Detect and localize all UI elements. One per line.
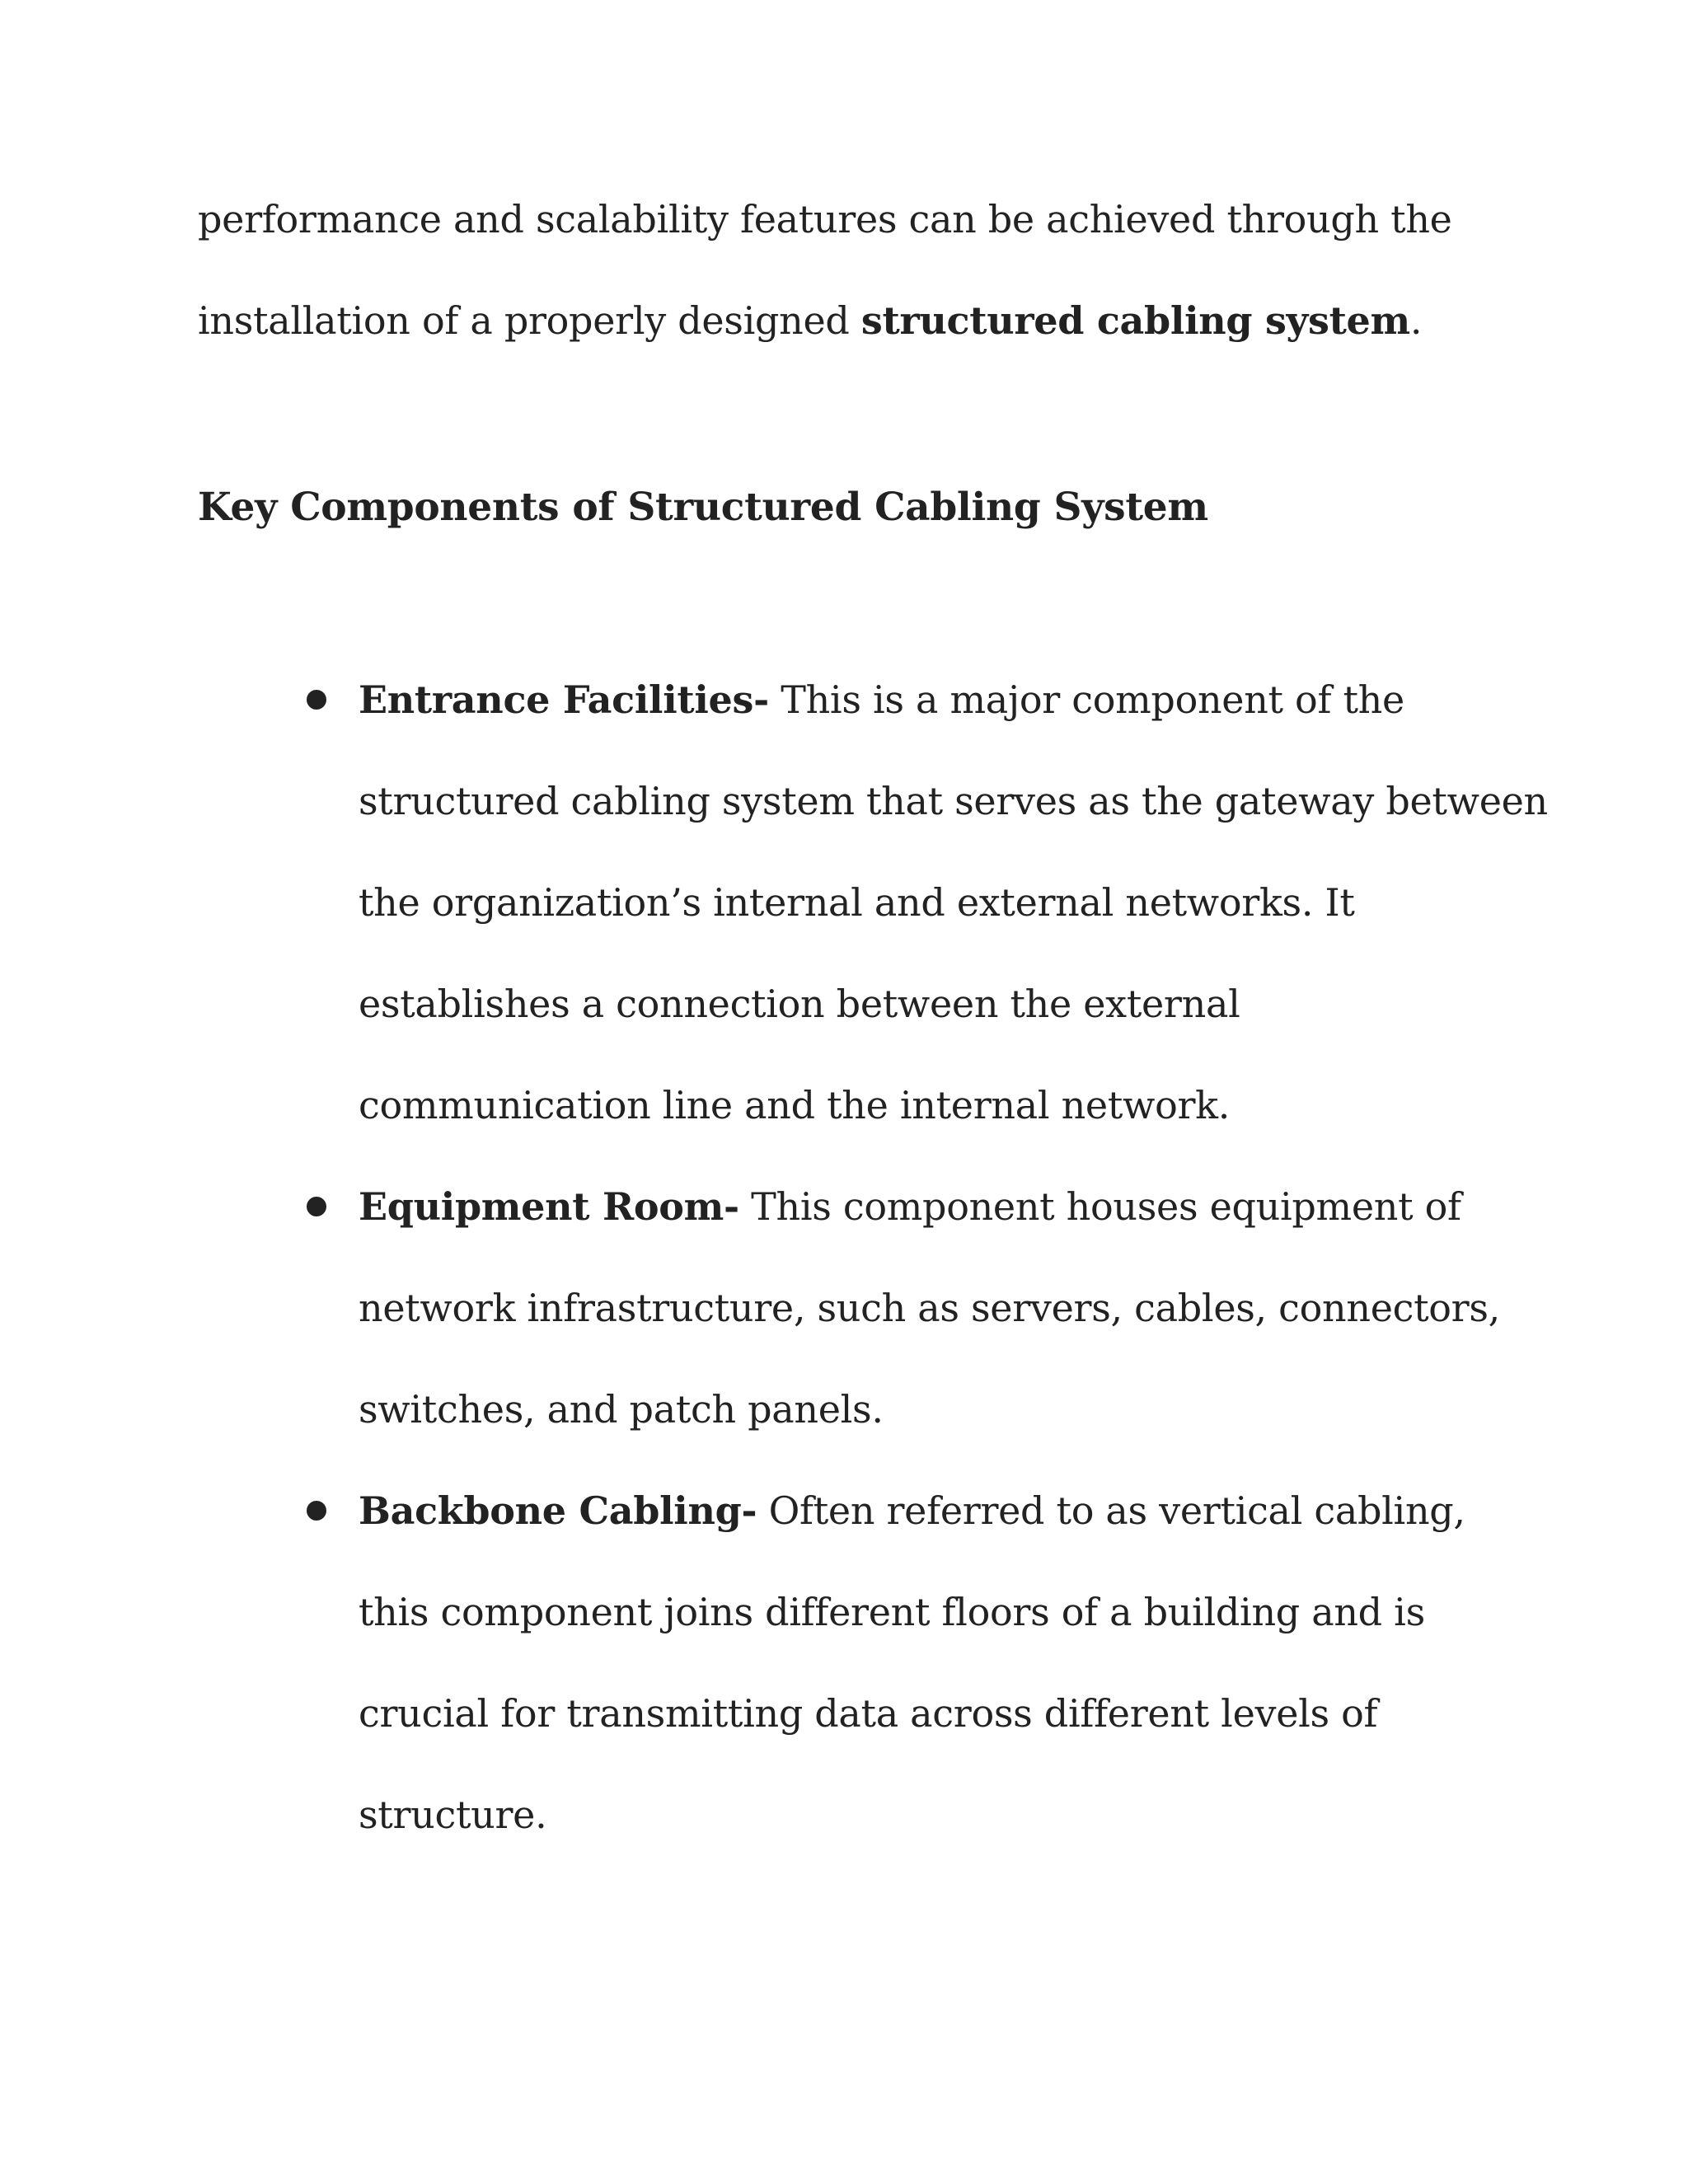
list-item-title: Equipment Room-: [359, 1184, 739, 1229]
list-item-title: Backbone Cabling-: [359, 1488, 757, 1533]
list-item-line: structure.: [359, 1793, 547, 1837]
intro-line-1: [198, 194, 1452, 245]
list-item-line: structured cabling system that serves as the gateway between: [359, 779, 1548, 823]
intro-period: .: [1409, 298, 1423, 343]
intro-emphasis: structured cabling system: [860, 298, 1410, 343]
list-item-text: Often referred to as vertical cabling,: [757, 1488, 1465, 1533]
list-item-line: establishes a connection between the external: [359, 982, 1240, 1026]
list-item-title: Entrance Facilities-: [359, 677, 769, 722]
list-item-line: crucial for transmitting data across different levels of: [359, 1691, 1378, 1736]
list-item-line: [359, 674, 1404, 725]
list-item-line: network infrastructure, such as servers, cables, connectors,: [359, 1286, 1500, 1330]
bullet-icon: [307, 1197, 326, 1216]
intro-line-2: [198, 295, 1422, 346]
section-heading: Key Components of Structured Cabling System: [198, 485, 1208, 530]
list-item-line: the organization’s internal and external networks. It: [359, 880, 1355, 925]
intro-text: installation of a properly designed: [198, 298, 861, 343]
list-item-line: this component joins different floors of a building and is: [359, 1590, 1425, 1634]
list-item-line: communication line and the internal network.: [359, 1083, 1231, 1127]
bullet-icon: [307, 690, 326, 710]
list-item-line: [359, 1485, 1465, 1536]
list-item-line: [359, 1181, 1461, 1232]
list-item-text: This component houses equipment of: [738, 1184, 1461, 1229]
bullet-icon: [307, 1501, 326, 1521]
intro-text: performance and scalability features can be achieved through the: [198, 197, 1452, 241]
list-item-line: switches, and patch panels.: [359, 1387, 884, 1432]
list-item-text: This is a major component of the: [768, 677, 1404, 722]
